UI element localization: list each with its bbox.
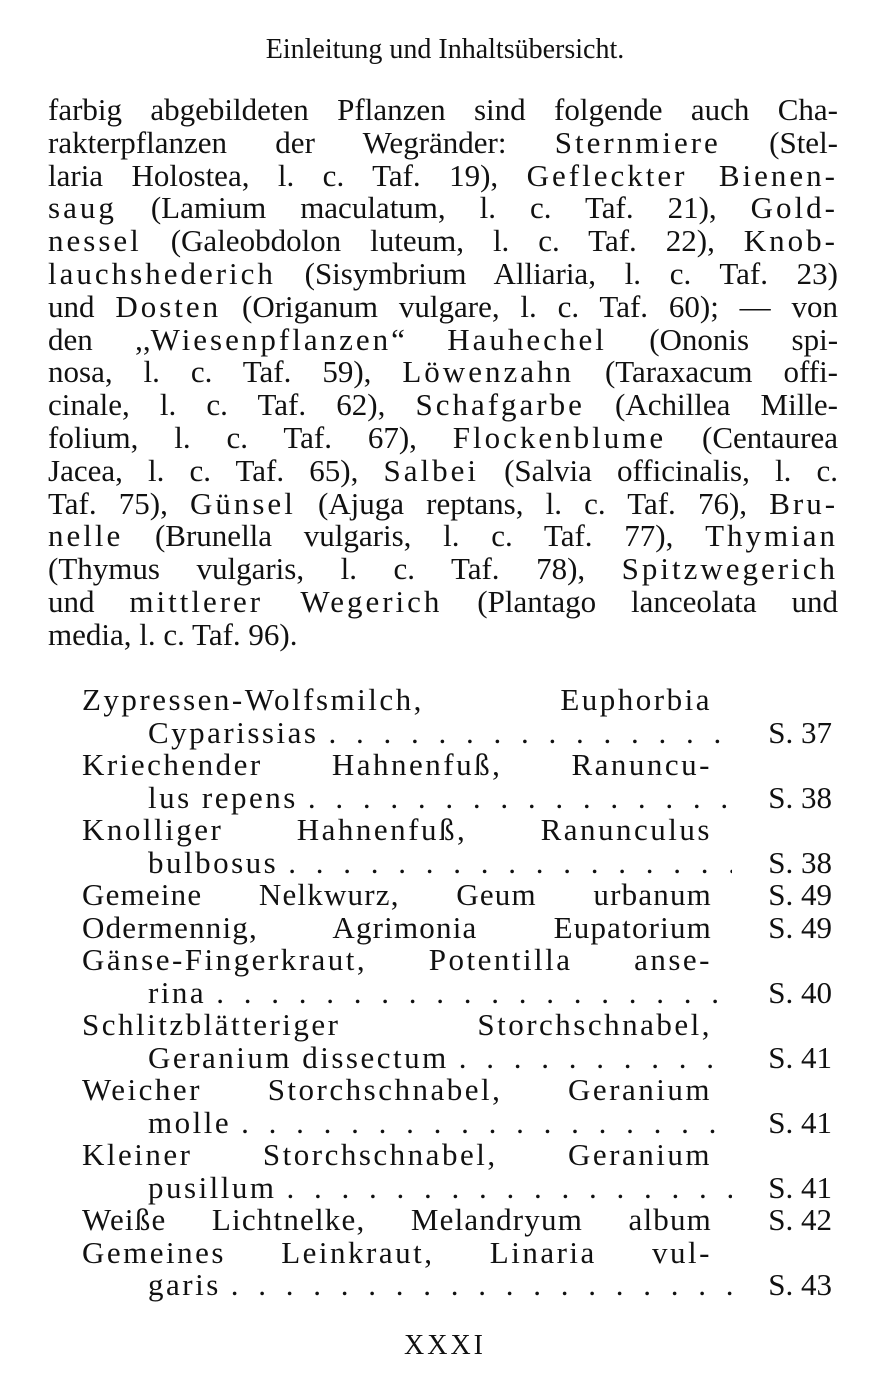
paragraph-text: rakterpflanzen der Wegränder: (48, 124, 555, 160)
index-entry-rest: pusillum (148, 1169, 277, 1205)
spaced-plant-name: Thymian (705, 518, 838, 554)
index-entry (82, 879, 832, 912)
index-page-ref: S. 37 (768, 714, 832, 750)
index-page-ref: S. 41 (768, 1169, 832, 1205)
spaced-plant-name: Sternmiere (554, 124, 721, 160)
paragraph-text: (Thymus vulgaris, l. c. Taf. 78), (48, 551, 622, 587)
paragraph-line (48, 520, 838, 553)
spaced-plant-name: Löwenzahn (402, 354, 574, 390)
spaced-plant-name: Hauhechel (447, 321, 607, 357)
index-entry-name: Knolliger Hahnenfuß, Ranunculus (82, 812, 712, 847)
dot-leader (328, 717, 732, 750)
paragraph-line (48, 124, 839, 160)
index-entry-continuation (82, 1104, 832, 1140)
paragraph-text: den ,, (48, 321, 151, 357)
dot-leader (287, 1172, 732, 1205)
dot-leader (216, 977, 732, 1010)
spaced-plant-name: Spitzwegerich (621, 551, 838, 587)
index-entry (82, 814, 832, 879)
paragraph-text: laria Holostea, l. c. Taf. 19), (48, 157, 527, 193)
index-entry-name: Weiße Lichtnelke, Melandryum album (82, 1202, 712, 1237)
index-entry (82, 684, 832, 749)
spaced-plant-name: Gold- (750, 190, 838, 226)
index-entry-continuation (82, 1269, 832, 1302)
spaced-plant-name: nelle (48, 518, 124, 554)
spaced-plant-name: Günsel (189, 485, 296, 521)
index-entry (82, 944, 832, 1009)
paragraph-text: Taf. 75), (48, 485, 190, 521)
dot-leader (288, 847, 732, 880)
spaced-plant-name: saug (48, 190, 117, 226)
running-header: Einleitung und Inhaltsübersicht. (265, 34, 625, 65)
index-entry-rest: molle (148, 1104, 232, 1140)
index-entry-name: Kriechender Hahnenfuß, Ranuncu- (82, 747, 712, 782)
spaced-plant-name: Salbei (383, 452, 479, 488)
index-entry-name: Gänse-Fingerkraut, Potentilla anse- (82, 942, 712, 977)
paragraph-line (48, 192, 838, 225)
index-entry-rest: bulbosus (148, 844, 279, 880)
index-entry (82, 749, 832, 814)
index-entry-rest: rina (148, 974, 207, 1010)
index-entry-continuation (82, 779, 832, 815)
index-entry-rest: garis (148, 1267, 221, 1302)
paragraph-text: (Centaurea (666, 419, 838, 455)
paragraph-text: farbig abgebildeten Pflanzen sind folgende auch Cha- (48, 92, 838, 127)
index-page-ref: S. 43 (768, 1267, 832, 1302)
index-entry-continuation (82, 844, 832, 880)
spaced-plant-name: Knob- (743, 223, 838, 259)
paragraph-text: cinale, l. c. Taf. 62), (48, 387, 416, 423)
paragraph-line (48, 288, 838, 324)
index-entry-name: Schlitzblätteriger Storchschnabel, (82, 1007, 712, 1042)
dot-leader (231, 1269, 732, 1302)
spaced-plant-name: Wiesenpflanzen (150, 321, 392, 357)
paragraph-line (48, 356, 838, 389)
index-entry (82, 909, 832, 945)
index-entry-row (82, 1204, 832, 1237)
paragraph-text: und (48, 583, 130, 619)
paragraph-line (48, 452, 838, 488)
page-number: XXXI (404, 1330, 486, 1361)
paragraph-text: nosa, l. c. Taf. 59), (48, 354, 403, 390)
paragraph-text: (Plantago lanceolata und (442, 583, 838, 619)
spaced-plant-name: Schafgarbe (415, 387, 585, 423)
spaced-plant-name: lauchshederich (48, 255, 276, 291)
paragraph-line (48, 321, 839, 357)
index-page-ref: S. 38 (768, 779, 832, 815)
index-entry-rest: Geranium dissectum (148, 1039, 449, 1075)
paragraph-line (48, 616, 838, 652)
index-page-ref: S. 40 (768, 974, 832, 1010)
spaced-plant-name: Gefleckter Bienen- (526, 157, 838, 193)
paragraph-line (48, 419, 838, 455)
index-entry-row (82, 909, 832, 945)
index-page-ref: S. 42 (768, 1202, 832, 1237)
index-entry (82, 1074, 832, 1139)
paragraph-text: (Ajuga reptans, l. c. Taf. 76), (295, 485, 770, 521)
paragraph-text: (Salvia officinalis, l. c. (478, 452, 838, 488)
index-entry-name: Zypressen-Wolfsmilch, Euphorbia (82, 682, 712, 717)
paragraph-text: (Ononis spi- (606, 321, 839, 357)
spaced-plant-name: nessel (48, 223, 142, 259)
paragraph-text: (Taraxacum offi- (573, 354, 838, 390)
index-entry (82, 1204, 832, 1237)
index-entry-name: Kleiner Storchschnabel, Geranium (82, 1137, 712, 1172)
dot-leader (308, 782, 732, 815)
index-entry-name: Gemeines Leinkraut, Linaria vul- (82, 1234, 712, 1270)
paragraph-line (48, 255, 838, 291)
dot-leader (241, 1107, 732, 1140)
index-entry-name: Weicher Storchschnabel, Geranium (82, 1072, 712, 1107)
index-entry-row (82, 879, 832, 912)
index-page-ref: S. 38 (768, 844, 832, 880)
index-page-ref: S. 49 (768, 877, 832, 912)
index-entry-rest: lus repens (148, 779, 298, 815)
index-entry (82, 1009, 832, 1074)
paragraph-line (48, 553, 838, 586)
plant-index-list (82, 684, 832, 1302)
index-page-ref: S. 41 (768, 1039, 832, 1075)
index-entry-rest: Cyparissias (148, 714, 319, 750)
paragraph-line (48, 583, 838, 619)
paragraph-text: media, l. c. Taf. 96). (48, 616, 298, 652)
paragraph-text: (Achillea Mille- (584, 387, 839, 423)
paragraph-text: (Lamium maculatum, l. c. Taf. 21), (116, 190, 751, 226)
paragraph-text: “ (391, 321, 448, 357)
spaced-plant-name: Dosten (115, 288, 222, 324)
index-entry-continuation (82, 1039, 832, 1075)
paragraph-line (48, 94, 838, 127)
paragraph-text: Jacea, l. c. Taf. 65), (48, 452, 384, 488)
spaced-plant-name: Flockenblume (452, 419, 667, 455)
paragraph-line (48, 225, 838, 258)
spaced-plant-name: mittlerer Wegerich (129, 583, 443, 619)
paragraph-text: (Stel- (720, 124, 839, 160)
body-paragraph (48, 94, 838, 652)
paragraph-text: (Origanum vulgare, l. c. Taf. 60); — von (221, 288, 838, 324)
index-page-ref: S. 41 (768, 1104, 832, 1140)
paragraph-text: folium, l. c. Taf. 67), (48, 419, 453, 455)
index-entry-continuation (82, 974, 832, 1010)
paragraph-line (48, 157, 838, 193)
paragraph-text: und (48, 288, 116, 324)
index-entry-name: Odermennig, Agrimonia Eupatorium (82, 909, 712, 945)
spaced-plant-name: Bru- (769, 485, 839, 521)
paragraph-line (48, 485, 839, 521)
index-entry-continuation (82, 1169, 832, 1205)
index-entry (82, 1139, 832, 1204)
index-page-ref: S. 49 (768, 909, 832, 945)
index-entry-continuation (82, 714, 832, 750)
dot-leader (459, 1042, 732, 1075)
index-entry-name: Gemeine Nelkwurz, Geum urbanum (82, 877, 712, 912)
paragraph-line (48, 389, 838, 422)
paragraph-text: (Galeobdolon luteum, l. c. Taf. 22), (141, 223, 744, 259)
index-entry (82, 1234, 832, 1302)
paragraph-text: (Brunella vulgaris, l. c. Taf. 77), (123, 518, 706, 554)
paragraph-text: (Sisymbrium Alliaria, l. c. Taf. 23) (275, 255, 838, 291)
